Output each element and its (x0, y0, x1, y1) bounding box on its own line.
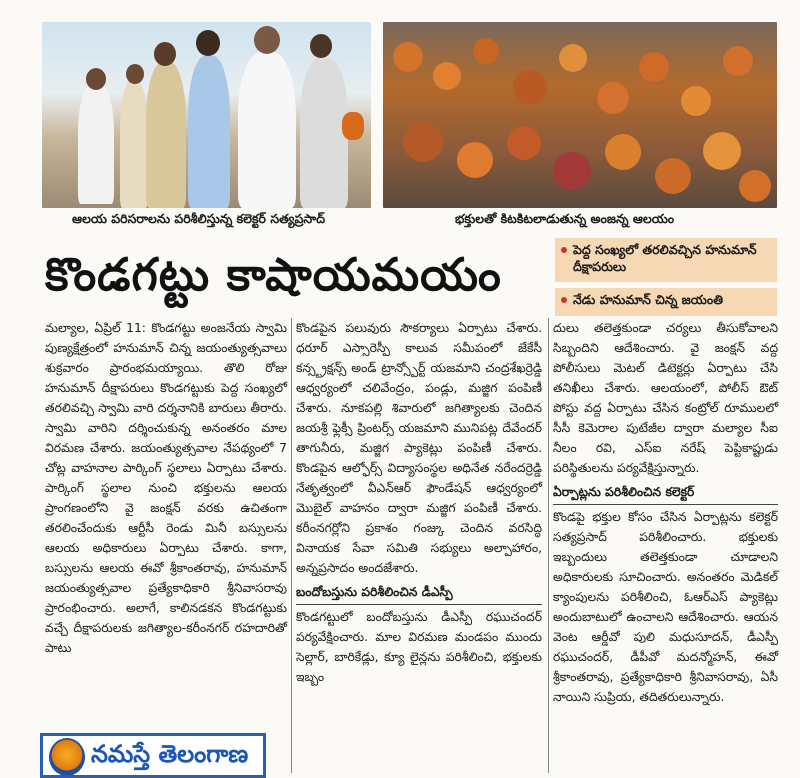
article-paragraph: కొండపై భక్తుల కోసం చేసిన ఏర్పాట్లను కలెక్టర్ సత్యప్రసాద్ పరిశీలించారు. భక్తులకు ఇబ్బందులు తలెత్తకుండా చూడాలని అధికారులకు సూచించారు. అనంతరం మెడికల్ క్యాంపులను పరిశీలించి, ఓఆర్ఎస్ ప్యాకెట్లు అందుబాటులో ఉంచాలని ఆదేశించారు. ఆయన వెంట ఆర్డీవో పులి మధుసూదన్, డీఎస్పీ రఘుచందర్, డీపీవో మదన్మోహన్, ఈవో శ్రీకాంతరావు, ప్రత్యేకాధికారి శ్రీనివాసరావు, ఏసీ నాయిని సుప్రియ, తదితరులున్నారు. (553, 510, 778, 704)
person-head (254, 26, 280, 54)
bullet-item: పెద్ద సంఖ్యలో తరలివచ్చిన హనుమాన్ దీక్షాపరులు (555, 238, 777, 282)
collector-inspection-photo (42, 22, 371, 208)
devotee (723, 46, 753, 76)
person-head (310, 34, 332, 58)
devotee (597, 82, 629, 114)
devotee (457, 142, 493, 178)
devotee (513, 70, 547, 104)
article-column-1 (45, 318, 287, 658)
devotee (639, 52, 669, 82)
person-head (154, 42, 176, 66)
article-paragraph: కొండపైన పలువురు సౌకర్యాలు ఏర్పాటు చేశారు. ధరూర్ ఎస్సారెస్పీ కాలువ సమీపంలో జేకేసీ కన్స్ట్రక్షన్స్ అండ్ ట్రాన్స్పోర్ట్ యజమాని చంద్రశేఖర్రెడ్డి ఆధ్వర్యంలో చలివేంద్రం, పండ్లు, మజ్జిగ పంపిణీ చేశారు. నూకపల్లి శివారులో జగిత్యాలకు చెందిన జయశ్రీ ఫ్లెక్సీ ప్రింటర్స్ యజమాని మునిపట్ల దేవేందర్ తాగునీరు, మజ్జిగ ప్యాకెట్లు పంపిణీ చేశారు. కొండపైన ఆల్ఫోర్స్ విద్యాసంస్థల అధినేత నరేందర్రెడ్డి నేతృత్వంలో వీఎన్ఆర్ ఫౌండేషన్ ఆధ్వర్యంలో మొబైల్ వాహనం ద్వారా మజ్జిగ పంపిణీ చేశారు. కరీంనగర్లోని ప్రకాశం గంజ్కు చెందిన వరసిద్ధి వినాయక సేవా సమితి సభ్యులు అల్పాహారం, అన్నప్రసాదం అందజేశారు. (296, 321, 542, 575)
devotee (559, 44, 587, 72)
highlight-bullets (555, 238, 777, 320)
article-paragraph: కొండగట్టులో బందోబస్తును డీఎస్పీ రఘుచందర్ పర్యవేక్షించారు. మాల విరమణ మండపం ముందు సెల్లార్, బారికేడ్లు, క్యూ లైన్లను పరిశీలించి, భక్తులకు ఇబ్బం (296, 610, 542, 684)
newspaper-name: నమస్తే తెలంగాణ (91, 740, 249, 768)
person-head (126, 64, 144, 84)
devotee (605, 134, 641, 170)
orange-bag (342, 112, 364, 140)
devotee (655, 158, 691, 194)
article-column-2 (296, 318, 542, 687)
devotee (433, 62, 461, 90)
devotee (393, 42, 423, 72)
bullet-item: నేడు హనుమాన్ చిన్న జయంతి (555, 288, 777, 316)
person-figure (188, 56, 230, 208)
photo-caption-left: ఆలయ పరిసరాలను పరిశీలిస్తున్న కలెక్టర్ సత్యప్రసాద్ (72, 211, 326, 226)
section-subheading: ఏర్పాట్లను పరిశీలించిన కలెక్టర్ (553, 482, 778, 505)
column-divider (291, 318, 292, 773)
devotee (703, 132, 741, 170)
temple-crowd-photo (383, 22, 777, 208)
hanuman-emblem-icon (49, 738, 85, 776)
devotee (739, 170, 771, 202)
devotee (681, 86, 711, 116)
article-headline: కొండగట్టు కాషాయమయం (45, 248, 502, 301)
newspaper-logo (40, 733, 266, 778)
person-head (196, 30, 220, 56)
article-column-3 (553, 318, 778, 707)
devotee (553, 152, 591, 190)
person-figure (120, 80, 148, 208)
column-divider (548, 318, 549, 773)
person-figure (300, 58, 348, 208)
article-paragraph: దులు తలెత్తకుండా చర్యలు తీసుకోవాలని సిబ్బందిని ఆదేశించారు. వై జంక్షన్ వద్ద పోలీసులు మెటల్ డిటెక్టర్లు ఏర్పాటు చేసి తనిఖీలు చేశారు. ఆలయంలో, పోలీస్ ఔట్ పోస్టు వద్ద ఏర్పాటు చేసిన కంట్రోల్ రూములలో సీసీ కెమెరాల పుటేజీల ద్వారా మల్యాల సీఐ నీలం రవి, ఎస్ఐ నరేష్ పెప్టికాప్టుడు పరిస్థితులను పర్యవేక్షిస్తున్నారు. (553, 321, 778, 475)
person-head (86, 68, 106, 90)
devotee (507, 126, 541, 160)
collector-figure (238, 52, 296, 208)
person-figure (78, 84, 114, 204)
cropped-text-strip (0, 0, 800, 14)
devotee (473, 38, 499, 64)
police-officer-figure (146, 62, 186, 208)
article-paragraph: మల్యాల, ఏప్రిల్ 11: కొండగట్టు అంజనేయ స్వామి పుణ్యక్షేత్రంలో హనుమాన్ చిన్న జయంత్యుత్సవాలు శుక్రవారం ప్రారంభమయ్యాయి. తొలి రోజు హనుమాన్ దీక్షాపరులు కొండగట్టుకు పెద్ద సంఖ్యలో తరలివచ్చి స్వామి వారి దర్శనానికి బారులు తీరారు. స్వామి వారిని దర్శించుకున్న అనంతరం మాల విరమణ చేశారు. జయంత్యుత్సవాల నేపథ్యంలో 7 చోట్ల వాహనాల పార్కింగ్ స్థలాలు ఏర్పాటు చేశారు. పార్కింగ్ స్థలాల నుంచి భక్తులను ఆలయ ప్రాంగణంలోని వై జంక్షన్ వరకు ఉచితంగా తరలించేందుకు ఆర్టీసీ రెండు మినీ బస్సులను ఆలయ అధికారులు ఏర్పాటు చేశారు. కాగా, బస్సులను ఆలయ ఈవో శ్రీకాంతరావు, హనుమాన్ జయంత్యుత్సవాల ప్రత్యేకాధికారి శ్రీనివాసరావు ప్రారంభించారు. అలాగే, కాలినడకన కొండగట్టుకు వచ్చే దీక్షాపరులకు జగిత్యాల-కరీంనగర్ రహదారితో పాటు (45, 321, 287, 655)
section-subheading: బందోబస్తును పరిశీలించిన డీఎస్పీ (296, 582, 542, 605)
photo-caption-right: భక్తులతో కిటకిటలాడుతున్న అంజన్న ఆలయం (455, 211, 675, 226)
devotee (403, 122, 443, 162)
